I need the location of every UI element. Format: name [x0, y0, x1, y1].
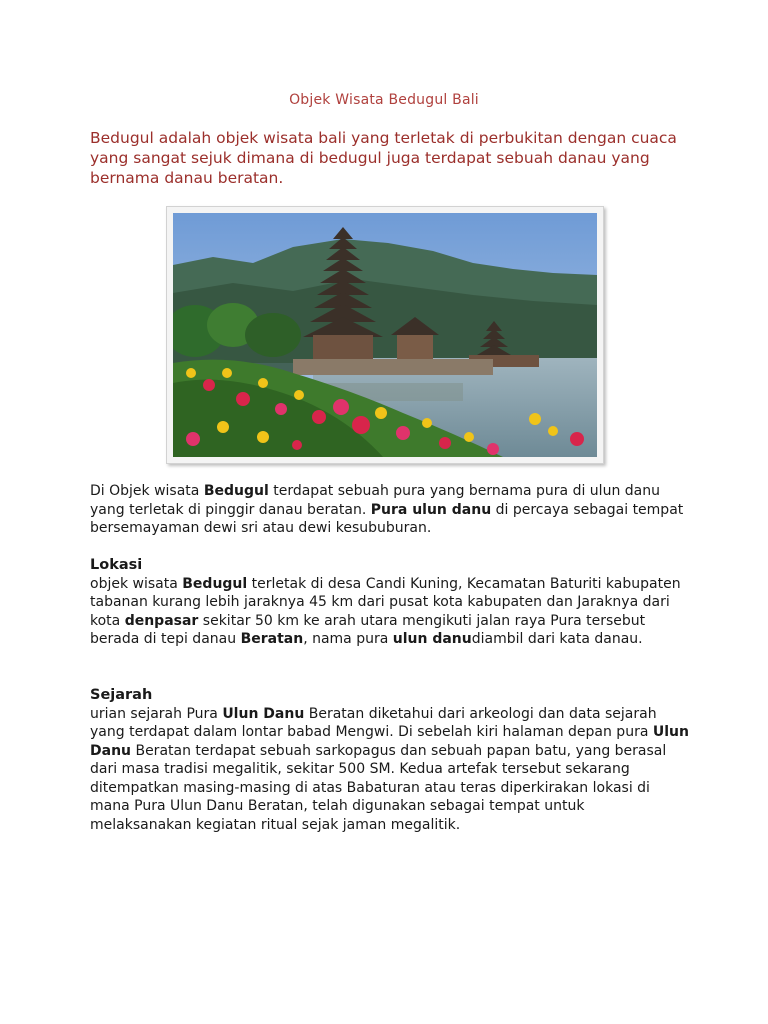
bold-run: Ulun Danu	[222, 705, 305, 722]
intro-paragraph: Bedugul adalah objek wisata bali yang terletak di perbukitan dengan cuaca yang sangat sejuk dimana di bedugul juga terdapat sebuah danau yang bernama danau beratan.	[90, 129, 677, 187]
bold-run: Beratan	[240, 631, 304, 647]
section-lokasi	[90, 556, 690, 649]
text-run: objek wisata	[90, 575, 183, 592]
text-run: terletak di desa Candi Kuning, Kecamatan Baturiti kabupaten tabanan kurang lebih jaraknya 45 km dari pusat kota kabupaten dan Jaraknya dari kota	[90, 575, 681, 629]
text-run: terdapat sebuah pura yang bernama pura di ulun danu yang terletak di pinggir danau beratan.	[90, 483, 660, 518]
paragraph-pura	[90, 482, 690, 538]
bold-run: Bedugul	[203, 483, 269, 499]
heading-lokasi: Lokasi	[90, 557, 143, 573]
page-title: Objek Wisata Bedugul Bali	[289, 92, 479, 108]
text-run: urian sejarah Pura	[90, 705, 223, 722]
text-run: sekitar 50 km ke arah utara mengikuti jalan raya Pura tersebut berada di tepi danau	[90, 612, 646, 647]
temple-photo-frame	[166, 206, 604, 464]
text-run: Beratan diketahui dari arkeologi dan data sejarah yang terdapat dalam lontar babad Mengwi. Di sebelah kiri halaman depan pura	[90, 705, 657, 740]
bold-run: Ulun Danu	[90, 724, 689, 759]
bold-run: ulun danu	[392, 631, 472, 647]
temple-lake-photo	[173, 213, 597, 457]
heading-sejarah: Sejarah	[90, 687, 153, 703]
text-run: Di Objek wisata	[90, 483, 204, 499]
bold-run: Bedugul	[182, 575, 248, 592]
text-run: , nama pura	[303, 631, 393, 647]
text-run: Beratan terdapat sebuah sarkopagus dan sebuah papan batu, yang berasal dari masa tradisi megalitik, sekitar 500 SM. Kedua artefak tersebut sekarang ditempatkan masing-masing di atas Babaturan atau teras diperkirakan lokasi di mana Pura Ulun Danu Beratan, telah digunakan sebagai tempat untuk melaksanakan kegiatan ritual sejak jaman megalitik.	[90, 742, 667, 833]
bold-run: Pura ulun danu	[370, 501, 492, 518]
bold-run: denpasar	[124, 612, 199, 629]
section-sejarah	[90, 686, 690, 834]
text-run: di percaya sebagai tempat bersemayaman dewi sri atau dewi kesububuran.	[90, 501, 684, 536]
paragraph-sejarah	[90, 705, 690, 835]
text-run: diambil dari kata danau.	[471, 631, 643, 647]
paragraph-lokasi	[90, 575, 690, 649]
